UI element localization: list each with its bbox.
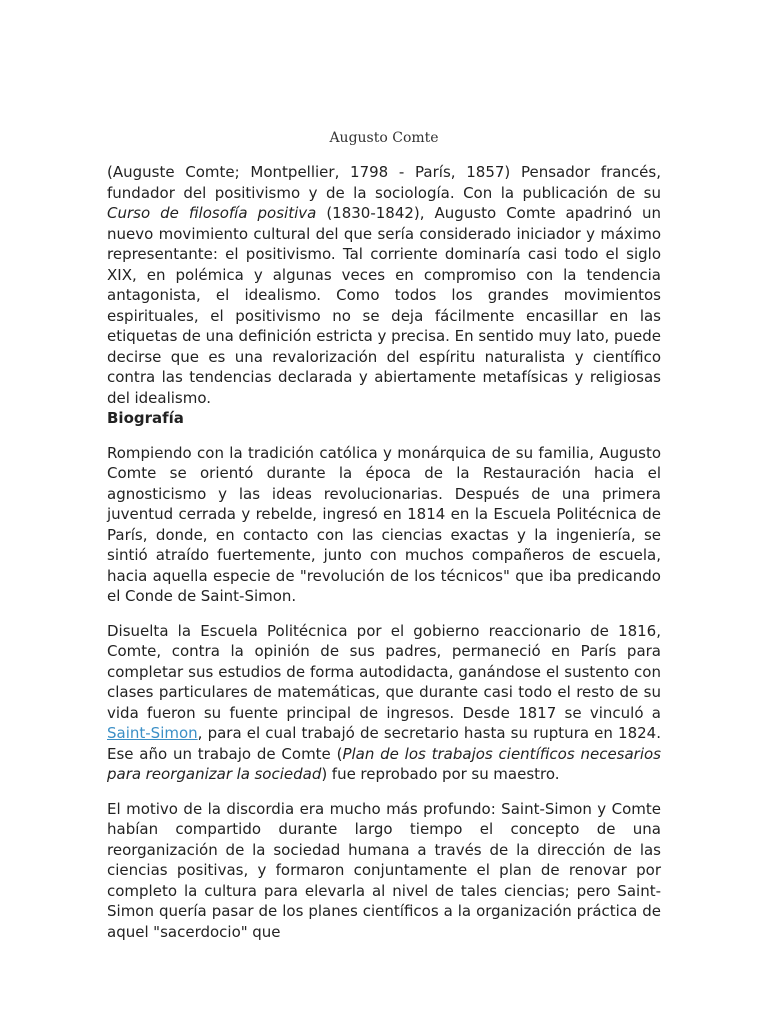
biografia-2-text-2: , para el cual trabajó de secretario hasta su ruptura en 1824. Ese año un trabajo de Comte ( [107,724,661,763]
biografia-2-work-title: Plan de los trabajos científicos necesarios para reorganizar la sociedad [107,744,661,783]
intro-text-2: (1830-1842), Augusto Comte apadrinó un nuevo movimiento cultural del que sería considerado iniciador y máximo representante: el positivismo. Tal corriente dominaría casi todo el siglo XIX, en polémica y algunas veces en compromiso con la tendencia antagonista, el idealismo. Como todos los grandes movimientos espirituales, el positivismo no se deja fácilmente encasillar en las etiquetas de una definición estricta y precisa. En sentido muy lato, puede decirse que es una revalorización del espíritu naturalista y científico contra las tendencias declarada y abiertamente metafísicas y religiosas del idealismo. [107,204,662,407]
intro-text-1: (Auguste Comte; Montpellier, 1798 - París, 1857) Pensador francés, fundador del positivismo y de la sociología. Con la publicación de su [107,163,661,202]
intro-book-title: Curso de filosofía positiva [107,204,317,222]
biografia-paragraph-1: Rompiendo con la tradición católica y monárquica de su familia, Augusto Comte se orientó durante la época de la Restauración hacia el agnosticismo y las ideas revolucionarias. Después de una primera juventud cerrada y rebelde, ingresó en 1814 en la Escuela Politécnica de París, donde, en contacto con las ciencias exactas y la ingeniería, se sintió atraído fuertemente, junto con muchos compañeros de escuela, hacia aquella especie de "revolución de los técnicos" que iba predicando el Conde de Saint-Simon. [107,443,661,605]
biografia-2-text-3: ) fue reprobado por su maestro. [321,765,560,783]
biografia-2-text-1: Disuelta la Escuela Politécnica por el gobierno reaccionario de 1816, Comte, contra la opinión de sus padres, permaneció en París para completar sus estudios de forma autodidacta, ganándose el sustento con clases particulares de matemáticas, que durante casi todo el resto de su vida fueron su fuente principal de ingresos. Desde 1817 se vinculó a [107,621,661,722]
document-page [107,128,662,941]
biografia-paragraph-2 [107,621,661,785]
section-heading-biografia: Biografía [107,409,184,427]
biografia-paragraph-3: El motivo de la discordia era mucho más profundo: Saint-Simon y Comte habían compartido durante largo tiempo el concepto de una reorganización de la sociedad humana a través de la dirección de las ciencias positivas, y formaron conjuntamente el plan de renovar por completo la cultura para elevarla al nivel de tales ciencias; pero Saint-Simon quería pasar de los planes científicos a la organización práctica de aquel "sacerdocio" que [107,799,661,941]
saint-simon-link[interactable]: Saint-Simon [107,724,198,742]
document-title: Augusto Comte [329,130,439,146]
intro-paragraph [107,162,661,408]
